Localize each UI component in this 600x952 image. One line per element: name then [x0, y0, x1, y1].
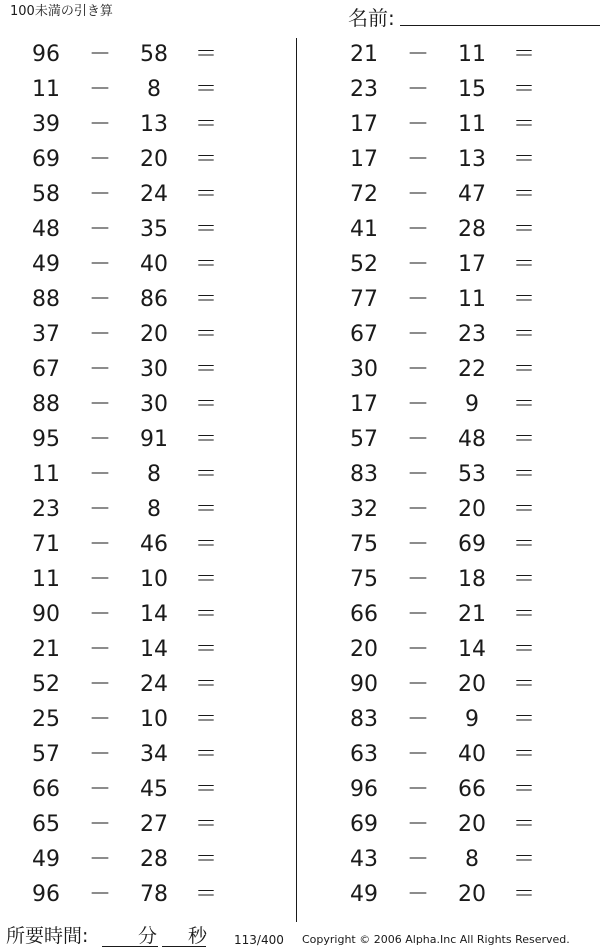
minus-sign: － [88, 322, 111, 347]
problem-column-right [318, 37, 578, 912]
subtrahend: 11 [458, 112, 486, 137]
subtrahend: 34 [140, 742, 168, 767]
minus-sign: － [406, 707, 429, 732]
copyright-notice: Copyright © 2006 Alpha.Inc All Rights Reserved. [302, 933, 570, 946]
minuend: 17 [350, 147, 378, 172]
subtrahend: 21 [458, 602, 486, 627]
problem-row [0, 807, 260, 842]
equals-sign: ＝ [512, 462, 535, 487]
minuend: 48 [32, 217, 60, 242]
minuend: 96 [350, 777, 378, 802]
equals-sign: ＝ [194, 532, 217, 557]
problem-row [318, 772, 578, 807]
problem-row [0, 772, 260, 807]
equals-sign: ＝ [194, 77, 217, 102]
equals-sign: ＝ [512, 812, 535, 837]
time-label: 所要時間: [6, 925, 89, 947]
minuend: 25 [32, 707, 60, 732]
minuend: 49 [32, 252, 60, 277]
subtrahend: 14 [140, 637, 168, 662]
subtrahend: 11 [458, 42, 486, 67]
minuend: 72 [350, 182, 378, 207]
subtrahend: 78 [140, 882, 168, 907]
minus-sign: － [88, 707, 111, 732]
problem-row [318, 212, 578, 247]
problem-row [0, 457, 260, 492]
minuend: 58 [32, 182, 60, 207]
subtrahend: 20 [140, 147, 168, 172]
problem-row [318, 177, 578, 212]
minus-sign: － [406, 322, 429, 347]
minus-sign: － [406, 637, 429, 662]
minus-sign: － [406, 287, 429, 312]
equals-sign: ＝ [512, 77, 535, 102]
problem-row [318, 72, 578, 107]
subtrahend: 53 [458, 462, 486, 487]
problem-row [0, 422, 260, 457]
minus-sign: － [406, 217, 429, 242]
minus-sign: － [88, 672, 111, 697]
subtrahend: 11 [458, 287, 486, 312]
minuend: 75 [350, 567, 378, 592]
problem-row [318, 597, 578, 632]
subtrahend: 47 [458, 182, 486, 207]
minus-sign: － [88, 77, 111, 102]
minus-sign: － [406, 427, 429, 452]
subtrahend: 66 [458, 777, 486, 802]
equals-sign: ＝ [512, 42, 535, 67]
equals-sign: ＝ [194, 392, 217, 417]
problem-row [0, 142, 260, 177]
minuend: 96 [32, 42, 60, 67]
minus-sign: － [406, 77, 429, 102]
problem-row [0, 212, 260, 247]
minuend: 95 [32, 427, 60, 452]
problem-row [318, 387, 578, 422]
subtrahend: 8 [147, 77, 161, 102]
problem-row [0, 317, 260, 352]
equals-sign: ＝ [194, 672, 217, 697]
equals-sign: ＝ [194, 742, 217, 767]
minus-sign: － [88, 462, 111, 487]
minus-sign: － [88, 252, 111, 277]
minus-sign: － [88, 427, 111, 452]
subtrahend: 20 [458, 812, 486, 837]
subtrahend: 86 [140, 287, 168, 312]
equals-sign: ＝ [512, 602, 535, 627]
problem-row [0, 842, 260, 877]
problem-row [318, 492, 578, 527]
equals-sign: ＝ [512, 112, 535, 137]
seconds-unit: 秒 [188, 925, 208, 947]
subtrahend: 40 [458, 742, 486, 767]
problem-row [318, 282, 578, 317]
minuend: 20 [350, 637, 378, 662]
minuend: 90 [32, 602, 60, 627]
problem-row [318, 107, 578, 142]
minuend: 57 [350, 427, 378, 452]
subtrahend: 15 [458, 77, 486, 102]
subtrahend: 8 [147, 462, 161, 487]
equals-sign: ＝ [512, 707, 535, 732]
equals-sign: ＝ [194, 462, 217, 487]
minuend: 52 [350, 252, 378, 277]
equals-sign: ＝ [512, 392, 535, 417]
subtrahend: 40 [140, 252, 168, 277]
subtrahend: 9 [465, 707, 479, 732]
equals-sign: ＝ [194, 602, 217, 627]
subtrahend: 30 [140, 357, 168, 382]
minuend: 30 [350, 357, 378, 382]
subtrahend: 20 [458, 497, 486, 522]
minus-sign: － [406, 497, 429, 522]
minuend: 11 [32, 77, 60, 102]
equals-sign: ＝ [512, 217, 535, 242]
minuend: 49 [32, 847, 60, 872]
equals-sign: ＝ [194, 427, 217, 452]
minus-sign: － [88, 847, 111, 872]
minus-sign: － [88, 287, 111, 312]
equals-sign: ＝ [194, 112, 217, 137]
minuend: 77 [350, 287, 378, 312]
minus-sign: － [88, 567, 111, 592]
problem-row [0, 737, 260, 772]
problem-row [0, 562, 260, 597]
problem-row [318, 562, 578, 597]
problem-row [318, 352, 578, 387]
equals-sign: ＝ [512, 777, 535, 802]
subtrahend: 8 [465, 847, 479, 872]
subtrahend: 23 [458, 322, 486, 347]
equals-sign: ＝ [512, 287, 535, 312]
equals-sign: ＝ [194, 707, 217, 732]
name-label: 名前: [348, 6, 395, 30]
equals-sign: ＝ [512, 427, 535, 452]
minus-sign: － [88, 812, 111, 837]
minuend: 69 [32, 147, 60, 172]
minus-sign: － [406, 567, 429, 592]
problem-row [0, 667, 260, 702]
subtrahend: 17 [458, 252, 486, 277]
minus-sign: － [88, 777, 111, 802]
problem-row [318, 142, 578, 177]
minuend: 67 [32, 357, 60, 382]
problem-column-left [0, 37, 260, 912]
subtrahend: 20 [140, 322, 168, 347]
problem-row [0, 107, 260, 142]
problem-row [318, 702, 578, 737]
minus-sign: － [88, 217, 111, 242]
minus-sign: － [88, 497, 111, 522]
equals-sign: ＝ [512, 182, 535, 207]
problem-row [318, 737, 578, 772]
minus-sign: － [88, 182, 111, 207]
problem-row [0, 282, 260, 317]
subtrahend: 91 [140, 427, 168, 452]
equals-sign: ＝ [512, 532, 535, 557]
minuend: 41 [350, 217, 378, 242]
equals-sign: ＝ [194, 252, 217, 277]
subtrahend: 14 [140, 602, 168, 627]
minuend: 88 [32, 287, 60, 312]
minus-sign: － [406, 252, 429, 277]
equals-sign: ＝ [512, 882, 535, 907]
minuend: 69 [350, 812, 378, 837]
minuend: 83 [350, 462, 378, 487]
subtrahend: 24 [140, 182, 168, 207]
minuend: 88 [32, 392, 60, 417]
problem-row [0, 702, 260, 737]
minus-sign: － [88, 637, 111, 662]
subtrahend: 10 [140, 707, 168, 732]
problem-row [318, 422, 578, 457]
problem-row [0, 177, 260, 212]
subtrahend: 28 [458, 217, 486, 242]
minuend: 37 [32, 322, 60, 347]
problem-row [318, 247, 578, 282]
problem-row [318, 632, 578, 667]
problem-row [0, 527, 260, 562]
subtrahend: 35 [140, 217, 168, 242]
minuend: 32 [350, 497, 378, 522]
equals-sign: ＝ [194, 497, 217, 522]
minus-sign: － [406, 847, 429, 872]
equals-sign: ＝ [194, 637, 217, 662]
problem-row [318, 317, 578, 352]
minuend: 49 [350, 882, 378, 907]
minuend: 67 [350, 322, 378, 347]
minuend: 39 [32, 112, 60, 137]
subtrahend: 13 [140, 112, 168, 137]
equals-sign: ＝ [194, 287, 217, 312]
minus-sign: － [88, 742, 111, 767]
problem-row [318, 527, 578, 562]
minuend: 11 [32, 567, 60, 592]
minus-sign: － [88, 882, 111, 907]
subtrahend: 24 [140, 672, 168, 697]
minuend: 83 [350, 707, 378, 732]
problem-row [0, 387, 260, 422]
problem-row [0, 632, 260, 667]
subtrahend: 30 [140, 392, 168, 417]
minutes-unit: 分 [138, 925, 158, 947]
minus-sign: － [406, 42, 429, 67]
minus-sign: － [406, 812, 429, 837]
subtrahend: 28 [140, 847, 168, 872]
minus-sign: － [88, 147, 111, 172]
minuend: 21 [350, 42, 378, 67]
problem-row [0, 72, 260, 107]
subtrahend: 8 [147, 497, 161, 522]
problem-row [0, 352, 260, 387]
minuend: 21 [32, 637, 60, 662]
subtrahend: 58 [140, 42, 168, 67]
minus-sign: － [88, 357, 111, 382]
equals-sign: ＝ [194, 567, 217, 592]
equals-sign: ＝ [512, 322, 535, 347]
subtrahend: 45 [140, 777, 168, 802]
minus-sign: － [406, 182, 429, 207]
minuend: 71 [32, 532, 60, 557]
minus-sign: － [406, 462, 429, 487]
minus-sign: － [406, 112, 429, 137]
minuend: 57 [32, 742, 60, 767]
minus-sign: － [406, 672, 429, 697]
name-field[interactable] [348, 6, 588, 32]
problem-row [318, 877, 578, 912]
name-underline [400, 25, 600, 26]
time-field [6, 924, 226, 950]
minus-sign: － [406, 742, 429, 767]
problem-row [0, 597, 260, 632]
minus-sign: － [88, 602, 111, 627]
subtrahend: 20 [458, 672, 486, 697]
equals-sign: ＝ [194, 847, 217, 872]
equals-sign: ＝ [512, 847, 535, 872]
equals-sign: ＝ [194, 812, 217, 837]
minuend: 96 [32, 882, 60, 907]
minus-sign: － [88, 42, 111, 67]
problem-row [318, 457, 578, 492]
minus-sign: － [88, 392, 111, 417]
problem-row [0, 492, 260, 527]
minuend: 11 [32, 462, 60, 487]
equals-sign: ＝ [512, 567, 535, 592]
minus-sign: － [88, 532, 111, 557]
minus-sign: － [406, 777, 429, 802]
subtrahend: 14 [458, 637, 486, 662]
equals-sign: ＝ [194, 217, 217, 242]
page-number: 113/400 [234, 933, 284, 947]
minuend: 63 [350, 742, 378, 767]
minuend: 65 [32, 812, 60, 837]
equals-sign: ＝ [512, 357, 535, 382]
minuend: 23 [350, 77, 378, 102]
equals-sign: ＝ [194, 777, 217, 802]
problem-row [0, 37, 260, 72]
equals-sign: ＝ [512, 742, 535, 767]
equals-sign: ＝ [512, 147, 535, 172]
minus-sign: － [406, 147, 429, 172]
subtrahend: 9 [465, 392, 479, 417]
equals-sign: ＝ [194, 882, 217, 907]
minuend: 17 [350, 112, 378, 137]
minus-sign: － [406, 357, 429, 382]
problem-row [318, 667, 578, 702]
problem-row [318, 37, 578, 72]
equals-sign: ＝ [512, 637, 535, 662]
subtrahend: 48 [458, 427, 486, 452]
equals-sign: ＝ [512, 497, 535, 522]
minuend: 23 [32, 497, 60, 522]
minuend: 75 [350, 532, 378, 557]
subtrahend: 22 [458, 357, 486, 382]
equals-sign: ＝ [194, 182, 217, 207]
minuend: 90 [350, 672, 378, 697]
minuend: 52 [32, 672, 60, 697]
minus-sign: － [406, 882, 429, 907]
subtrahend: 27 [140, 812, 168, 837]
problem-row [318, 807, 578, 842]
equals-sign: ＝ [512, 672, 535, 697]
problem-row [0, 247, 260, 282]
minuend: 17 [350, 392, 378, 417]
minus-sign: － [88, 112, 111, 137]
minus-sign: － [406, 602, 429, 627]
subtrahend: 13 [458, 147, 486, 172]
equals-sign: ＝ [512, 252, 535, 277]
minus-sign: － [406, 392, 429, 417]
equals-sign: ＝ [194, 322, 217, 347]
minus-sign: － [406, 532, 429, 557]
subtrahend: 69 [458, 532, 486, 557]
problem-row [318, 842, 578, 877]
subtrahend: 18 [458, 567, 486, 592]
worksheet-title: 100未満の引き算 [10, 4, 113, 19]
minuend: 66 [32, 777, 60, 802]
subtrahend: 10 [140, 567, 168, 592]
column-divider [296, 38, 297, 922]
subtrahend: 46 [140, 532, 168, 557]
equals-sign: ＝ [194, 42, 217, 67]
minuend: 66 [350, 602, 378, 627]
problem-row [0, 877, 260, 912]
subtrahend: 20 [458, 882, 486, 907]
equals-sign: ＝ [194, 357, 217, 382]
minuend: 43 [350, 847, 378, 872]
equals-sign: ＝ [194, 147, 217, 172]
